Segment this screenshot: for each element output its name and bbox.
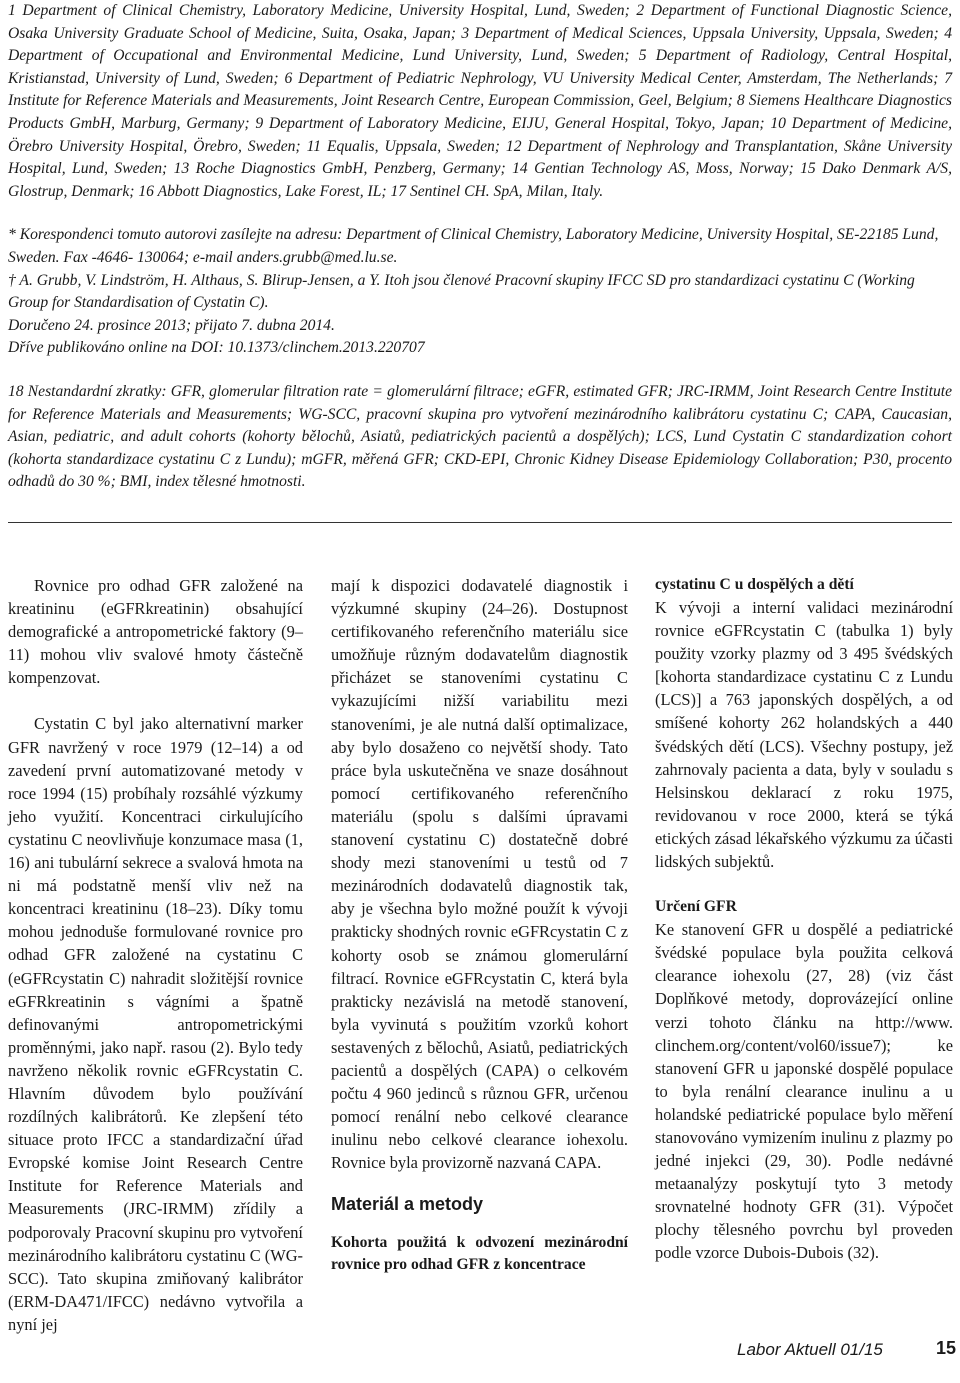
- column-2: [331, 574, 628, 1276]
- section-heading-methods: Materiál a metody: [331, 1194, 484, 1215]
- section-divider: [8, 522, 952, 523]
- paragraph: Rovnice pro odhad GFR založené na kreatininu (eGFRkreatinin) obsahující demografické a antropometrické faktory (9–11) mohou vliv svalové hmoty částečně kompenzovat.: [8, 576, 303, 688]
- correspondence-note: * Korespondenci tomuto autorovi zasílejte na adresu: Department of Clinical Chemistry, Laboratory Medicine, University Hospital, SE-22185 Lund, Sweden. Fax -4646- 130064; e-mail anders.grubb@med.lu.se.: [8, 226, 939, 266]
- subsection-heading-cohort-cont: cystatinu C u dospělých a dětí: [655, 576, 854, 593]
- received-date: Doručeno 24. prosince 2013; přijato 7. dubna 2014.: [8, 316, 335, 334]
- column-3: [655, 574, 953, 1265]
- page-number: 15: [936, 1338, 957, 1358]
- working-group-note: † A. Grubb, V. Lindström, H. Althaus, S. Blirup-Jensen, a Y. Itoh jsou členové Pracovní skupiny IFCC SD pro standardizaci cystatinu C (Working Group for Standardisation of Cystatin C).: [8, 271, 915, 312]
- published-online: Dříve publikováno online na DOI: 10.1373/clinchem.2013.220707: [8, 339, 425, 357]
- front-matter: [8, 0, 952, 494]
- journal-name: Labor Aktuell 01/15: [737, 1340, 883, 1359]
- paragraph: Cystatin C byl jako alternativní marker GFR navržený v roce 1979 (12–14) a od zavedení první automatizované metody v roce 1994 (15) probíhaly rozsáhlé výzkumy jeho využití. Koncentraci cirkulujícího cystatinu C neovlivňuje konzumace masa (1, 16) ani tubulární sekrece a svalová hmota na ni má podstatně menší vliv než na koncentraci kreatininu (18–23). Díky tomu mohou jednoduše formulované rovnice pro odhad GFR založené na cystatinu C (eGFRcystatin C) nahradit složitější rovnice eGFRkreatinin s vágními a špatně definovanými antropometrickými proměnnými, jako např. rasou (2). Bylo tedy navrženo několik rovnic eGFRcystatin C. Hlavním důvodem bylo používání rozdílných kalibrátorů. Ke zlepšení této situace proto IFCC a standardizační úřad Evropské komise Joint Research Centre Institute for Reference Materials and Measurements (JRC-IRMM) zřídily a podporovaly Pracovní skupinu pro vytvoření mezinárodního kalibrátoru cystatinu C (WG-SCC). Tato skupina zmiňovaný kalibrátor (ERM-DA471/IFCC) nedávno vytvořila a nyní jej: [8, 714, 303, 1334]
- affiliations: 1 Department of Clinical Chemistry, Laboratory Medicine, University Hospital, Lund, Sweden; 2 Department of Functional Diagnostic Science, Osaka University Graduate School of Medicine, Suita, Osaka, Japan; 3 Department of Medical Sciences, Uppsala University, Uppsala, Sweden; 4 Department of Occupational and Environmental Medicine, Lund University, Lund, Sweden; 5 Department of Radiology, Central Hospital, Kristianstad, University of Lund, Sweden; 6 Department of Pediatric Nephrology, VU University Medical Center, Amsterdam, The Netherlands; 7 Institute for Reference Materials and Measurements, Joint Research Centre, European Commission, Geel, Belgium; 8 Siemens Healthcare Diagnostics Products GmbH, Marburg, Germany; 9 Department of Laboratory Medicine, EIJU, General Hospital, Tokyo, Japan; 10 Department of Medicine, Örebro University Hospital, Örebro, Sweden; 11 Equalis, Uppsala, Sweden; 12 Department of Nephrology and Transplantation, Skåne University Hospital, Lund, Sweden; 13 Roche Diagnostics GmbH, Penzberg, Germany; 14 Gentian Technology AS, Moss, Norway; 15 Dako Denmark A/S, Glostrup, Denmark; 16 Abbott Diagnostics, Lake Forest, IL; 17 Sentinel CH. SpA, Milan, Italy.: [8, 2, 952, 200]
- column-1: [8, 574, 303, 1336]
- abbreviations: 18 Nestandardní zkratky: GFR, glomerular filtration rate = glomerulární filtrace; eGFR, estimated GFR; JRC-IRMM, Joint Research Centre Institute for Reference Materials and Measurements; WG-SCC, pracovní skupina pro vytvoření mezinárodního kalibrátoru cystatinu C; CAPA, Caucasian, Asian, pediatric, and adult cohorts (kohorty bělochů, Asiatů, pediatrických pacientů a dospělých); LCS, Lund Cystatin C standardization cohort (kohorta standardizace cystatinu C z Lundu); mGFR, měřená GFR; CKD-EPI, Chronic Kidney Disease Epidemiology Collaboration; P30, procento odhadů do 30 %; BMI, index tělesné hmotnosti.: [8, 382, 952, 491]
- page-footer: [600, 1340, 958, 1370]
- paragraph: Ke stanovení GFR u dospělé a pediatrické švédské populace byla použita celková clearance iohexolu (27, 28) (viz část Doplňkové metody, doprovázející online verzi tohoto článku na http://www. clinchem.org/content/vol60/issue7); ke stanovení GFR u japonské dospělé populace to byla renální clearance inulinu a u holandské pediatrické populace bylo měření stanovováno vymizením inulinu z plazmy po jedné injekci (29, 30). Podle nedávné metaanalýzy poskytují tyto 3 metody srovnatelné hodnoty GFR (31). Výpočet plochy tělesného povrchu byl proveden podle vzorce Dubois-Dubois (32).: [655, 920, 953, 1263]
- correspondence-block: [8, 224, 952, 360]
- subsection-heading-gfr: Určení GFR: [655, 898, 737, 916]
- subsection-heading-cohort: Kohorta použitá k odvození mezinárodní rovnice pro odhad GFR z koncentrace: [331, 1234, 628, 1274]
- paragraph: K vývoji a interní validaci mezinárodní rovnice eGFRcystatin C (tabulka 1) byly použity vzorky plazmy od 3 495 švédských [kohorta standardizace cystatinu C z Lundu (LCS)] a 763 japonských dospělých, a od smíšené kohorty 262 holandských a 440 švédských dětí (LCS). Všechny postupy, jež zahrnovaly pacienta a data, byly v souladu s Helsinskou deklarací z roku 1975, revidovanou v roce 2000, která se týká etických zásad lékařského výzkumu za účasti lidských subjektů.: [655, 598, 953, 872]
- paragraph: mají k dispozici dodavatelé diagnostik i výzkumné skupiny (24–26). Dostupnost certifikovaného referenčního materiálu sice umožňuje různým dodavatelům diagnostik přicházet se stanoveními cystatinu C vykazujícími nižší variabilitu mezi stanoveními, je ale nutná další optimalizace, aby bylo dosaženo co největší shody. Tato práce byla uskutečněna ve snaze dosáhnout pomocí certifikovaného referenčního materiálu (spolu s dalšími úpravami stanovení cystatinu C) dostatečně dobré shody mezi stanoveními u testů od 7 mezinárodních dodavatelů diagnostik tak, aby je všechna bylo možné použít k vývoji prakticky shodných rovnic eGFRcystatin C z kohorty osob se známou glomerulární filtrací. Rovnice eGFRcystatin C, která byla prakticky nezávislá na metodě stanovení, byla vyvinutá s použitím vzorků kohort sestavených z bělochů, Asiatů, pediatrických pacientů a dospělých (CAPA) o celkovém počtu 4 960 jedinců s různou GFR, určenou pomocí renální nebo celkové clearance inulinu nebo celkové clearance iohexolu. Rovnice byla provizorně nazvaná CAPA.: [331, 576, 628, 1173]
